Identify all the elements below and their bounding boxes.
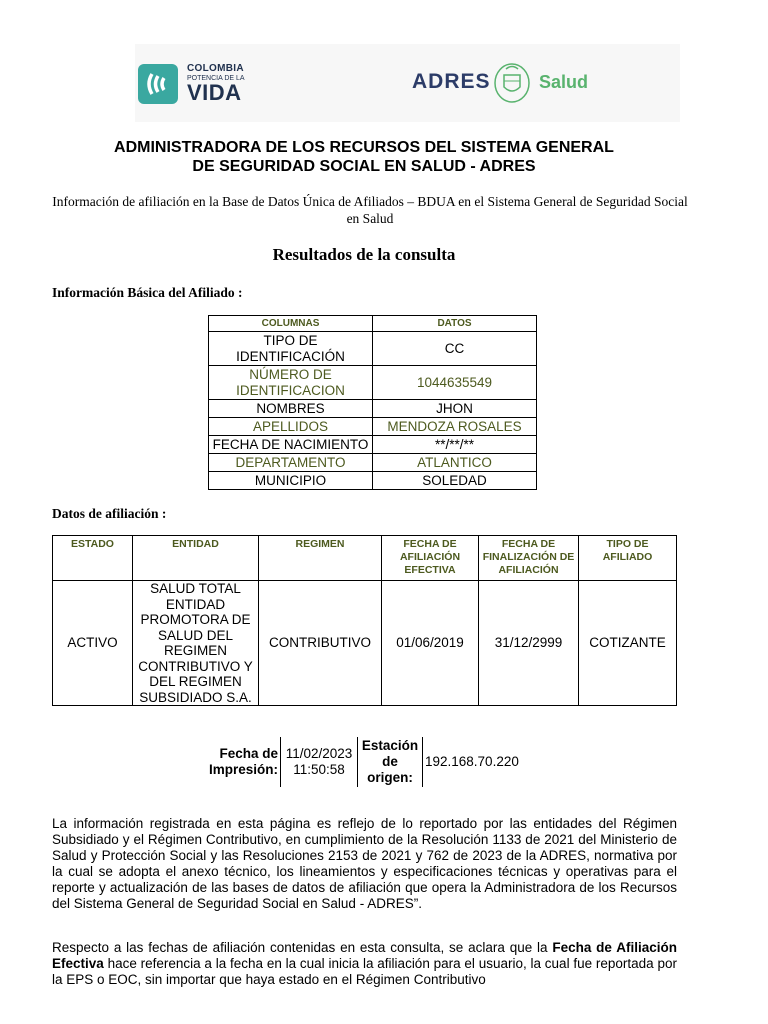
dates-paragraph-bold: Fecha de Afiliación Efectiva <box>52 940 678 971</box>
print-info-row <box>200 737 521 787</box>
cell-fecha-finalizacion: 31/12/2999 <box>479 581 579 706</box>
station-value: 192.168.70.220 <box>425 754 519 769</box>
cell-label: TIPO DE IDENTIFICACIÓN <box>209 332 373 366</box>
table-row <box>53 581 677 706</box>
header-regimen: REGIMEN <box>259 536 382 581</box>
station-label: Estación de origen: <box>358 737 423 787</box>
colombia-logo-text <box>187 64 245 103</box>
table-header-row <box>209 316 537 332</box>
table-row <box>209 332 537 366</box>
table-row <box>209 400 537 418</box>
results-title: Resultados de la consulta <box>272 245 456 264</box>
print-date-value <box>281 737 358 787</box>
cell-label: MUNICIPIO <box>209 472 373 490</box>
header-fecha-finalizacion: FECHA DE FINALIZACIÓN DE AFILIACIÓN <box>479 536 579 581</box>
cell-regimen: CONTRIBUTIVO <box>259 581 382 706</box>
colombia-line3: VIDA <box>187 80 242 105</box>
cell-fecha-afiliacion: 01/06/2019 <box>382 581 479 706</box>
subtitle: Información de afiliación en la Base de Datos Única de Afiliados – BDUA en el Sistema General de Seguridad Social en Salud <box>52 194 688 226</box>
cell-value: SOLEDAD <box>373 472 537 490</box>
header-entidad: ENTIDAD <box>133 536 259 581</box>
coat-of-arms-icon <box>492 61 532 105</box>
table-row <box>209 472 537 490</box>
cell-value: 1044635549 <box>373 366 537 400</box>
cell-label: APELLIDOS <box>209 418 373 436</box>
dates-paragraph-part1: Respecto a las fechas de afiliación contenidas en esta consulta, se aclara que la <box>52 940 553 955</box>
dates-paragraph-part2: hace referencia a la fecha en la cual inicia la afiliación para el usuario, la cual fue reportada por la EPS o EOC, sin importar que haya estado en el Régimen Contributivo <box>52 956 677 987</box>
cell-tipo-afiliado: COTIZANTE <box>579 581 677 706</box>
dates-paragraph <box>52 940 677 988</box>
cell-label: NÚMERO DE IDENTIFICACION <box>209 366 373 400</box>
cell-label: FECHA DE NACIMIENTO <box>209 436 373 454</box>
cell-estado: ACTIVO <box>53 581 133 706</box>
header-estado: ESTADO <box>53 536 133 581</box>
title-line1: ADMINISTRADORA DE LOS RECURSOS DEL SISTEMA GENERAL <box>114 139 614 156</box>
cell-entidad: SALUD TOTAL ENTIDAD PROMOTORA DE SALUD DEL REGIMEN CONTRIBUTIVO Y DEL REGIMEN SUBSIDIADO S.A. <box>133 581 259 706</box>
info-paragraph: La información registrada en esta página es reflejo de lo reportado por las entidades del Régimen Subsidiado y el Régimen Contributivo, en cumplimiento de la Resolución 1133 de 2021 del Ministerio de Salud y Protección Social y las Resoluciones 2153 de 2021 y 762 de 2023 de la ADRES, normativa por la cual se adopta el anexo técnico, los lineamientos y especificaciones técnicas y operativas para el reporte y actualización de las bases de datos de afiliación que opera la Administradora de los Recursos del Sistema General de Seguridad Social en Salud - ADRES”. <box>52 816 677 911</box>
header-columnas: COLUMNAS <box>209 316 373 332</box>
affiliation-table <box>52 535 677 706</box>
colombia-line1: COLOMBIA <box>187 63 244 74</box>
affiliation-label: Datos de afiliación : <box>52 506 167 521</box>
header-fecha-afiliacion: FECHA DE AFILIACIÓN EFECTIVA <box>382 536 479 581</box>
header-datos: DATOS <box>373 316 537 332</box>
cell-value: **/**/** <box>373 436 537 454</box>
print-date: 11/02/2023 <box>285 746 353 761</box>
table-row <box>209 366 537 400</box>
header-tipo-afiliado: TIPO DE AFILIADO <box>579 536 677 581</box>
colombia-line2: POTENCIA DE LA <box>187 75 245 82</box>
title-line2: DE SEGURIDAD SOCIAL EN SALUD - ADRES <box>192 158 536 175</box>
cell-value: CC <box>373 332 537 366</box>
table-row <box>209 418 537 436</box>
table-row <box>209 436 537 454</box>
cell-value: JHON <box>373 400 537 418</box>
table-row <box>209 454 537 472</box>
page-title <box>40 138 688 176</box>
cell-label: NOMBRES <box>209 400 373 418</box>
adres-logo: ADRES <box>412 70 491 93</box>
print-time: 11:50:58 <box>293 762 345 777</box>
cell-label: DEPARTAMENTO <box>209 454 373 472</box>
print-info-table <box>200 737 521 787</box>
table-header-row <box>53 536 677 581</box>
basic-info-table <box>208 315 537 490</box>
basic-info-label: Información Básica del Afiliado : <box>52 285 243 300</box>
print-date-label: Fecha de Impresión: <box>200 737 281 787</box>
cell-value: ATLANTICO <box>373 454 537 472</box>
salud-logo: Salud <box>539 72 589 92</box>
cell-value: MENDOZA ROSALES <box>373 418 537 436</box>
